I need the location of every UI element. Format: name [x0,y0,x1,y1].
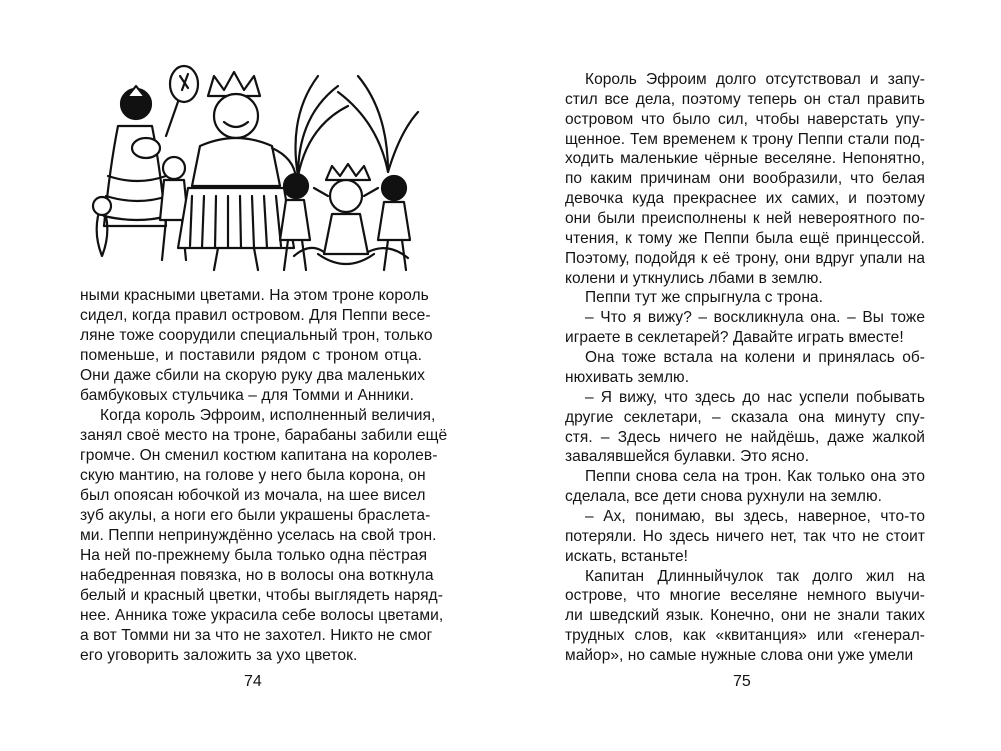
text-line: Пеппи снова села на трон. Как только она это [585,468,925,486]
island-king-illustration [88,56,428,278]
text-line: ными красными цветами. На этом троне король [80,287,429,304]
text-line: майор», но самые нужные слова они уже умели [565,647,914,664]
text-line: – Что я вижу? – воскликнула она. – Вы тоже [585,309,925,327]
page-number: 75 [733,673,751,690]
text-line: – Я вижу, что здесь до нас успели побывать [585,388,925,406]
text-line: они были преисполнены к ней невероятного по- [565,210,925,228]
text-line: островом что было сил, чтобы наверстать упу- [565,110,925,128]
text-line: На ней по-прежнему была только одна пёстрая [80,547,428,564]
text-line: по каким причинам они вообразили, что белая [565,170,925,188]
text-line: колени и уткнулись лбами в землю. [565,269,823,287]
text-line: поменьше, и поставили рядом с троном отца. [80,347,422,364]
text-line: потеряли. Но здесь ничего нет, так что не стоит [565,527,925,545]
text-line: Когда король Эфроим, исполненный величия, [100,407,436,424]
text-line: стя. – Здесь ничего не найдёшь, даже жалкой [565,428,925,446]
text-line: нюхивать землю. [565,368,690,386]
text-line: ми. Пеппи непринуждённо уселась на свой трон. [80,527,437,544]
text-line: Поэтому, подойдя к её трону, они вдруг упали на [565,249,925,267]
text-line: нее. Анника тоже украсила себе волосы цветами, [80,607,444,624]
left-page [0,0,500,751]
text-line: искать, встаньте! [565,547,688,565]
text-line: играете в секлетарей? Давайте играть вместе! [565,329,904,347]
text-line: белый и красный цветки, чтобы выглядеть наряд- [80,587,443,604]
text-line: – Ах, понимаю, вы здесь, наверное, что-то [585,507,925,525]
text-line: щенное. Тем временем к трону Пеппи стали под- [565,130,925,148]
text-line: девочка куда прекраснее их самих, и поэтому [565,190,925,208]
text-line: Король Эфроим долго отсутствовал и запу- [585,71,925,88]
text-line: его уговорить заложить за ухо цветок. [80,647,358,664]
text-line: занял своё место на троне, барабаны забили ещё [80,427,448,444]
text-line: Они даже сбили на скорую руку два маленьких [80,367,425,384]
text-line: чтения, к тому же Пеппи была ещё принцессой. [565,229,925,247]
text-line: зуб акулы, а ноги его были украшены браслета- [80,507,431,524]
text-line: скую мантию, на голове у него была корона, он [80,467,426,484]
text-line: сидел, когда правил островом. Для Пеппи весе- [80,307,431,324]
text-line: завалявшейся булавки. Это ясно. [565,448,810,466]
right-page [500,0,1000,751]
text-line: сделала, все дети снова рухнули на землю. [565,488,883,506]
text-line: ляне тоже соорудили специальный трон, только [80,327,433,344]
text-line: бамбуковых стульчика – для Томми и Анники. [80,387,415,404]
text-line: набедренная повязка, но в волосы она воткнула [80,567,434,584]
text-line: Пеппи тут же спрыгнула с трона. [585,289,823,307]
text-line: ходить маленькие чёрные веселяне. Непонятно, [565,150,925,168]
text-line: стил все дела, поэтому теперь он стал править [565,90,925,108]
page-number: 74 [244,673,262,690]
text-line: Капитан Длинныйчулок так долго жил на [585,567,925,585]
text-line: был опоясан юбочкой из мочала, на шее висел [80,487,426,504]
text-line: трудных слов, как «квитанция» или «генерал- [565,627,925,645]
text-line: другие секлетари, – сказала она минуту спу- [565,408,925,426]
text-line: острове, что многие веселяне немного выучи- [565,587,925,605]
text-line: Она тоже встала на колени и принялась об- [585,349,925,367]
text-line: ли шведский язык. Конечно, они не знали таких [565,607,925,625]
text-line: а вот Томми ни за что не захотел. Никто не смог [80,627,433,644]
text-line: громче. Он сменил костюм капитана на королев- [80,447,438,464]
